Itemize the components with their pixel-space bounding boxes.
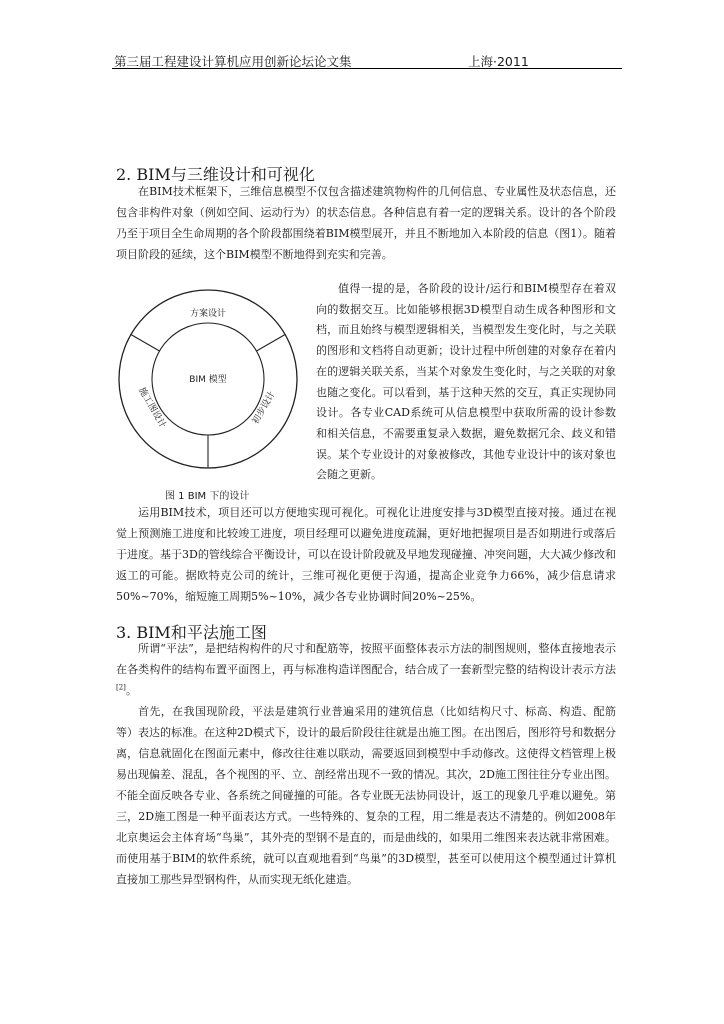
section-3-heading: 3. BIM和平法施工图 <box>116 623 267 642</box>
divider-left <box>131 335 160 352</box>
construction-drawing-label: 施工图设计 <box>136 386 168 430</box>
section-2-paragraph-1: 在BIM技术框架下，三维信息模型不仅包含描述建筑物构件的几何信息、专业属性及状态信息，还包含非构件对象（例如空间、运动行为）的状态信息。各种信息有着一定的逻辑关系。设计的各个阶段乃至于项目全生命周期的各个阶段都围绕着BIM模型展开，并且不断地加入本阶段的信息（图1）。随着项目阶段的延续，这个BIM模型不断地得到充实和完善。 <box>116 185 616 261</box>
header-rule <box>112 68 622 69</box>
bim-model-label: BIM 模型 <box>189 375 227 385</box>
section-2-heading: 2. BIM与三维设计和可视化 <box>116 165 315 184</box>
section-3-paragraph-1 <box>116 638 616 701</box>
scheme-design-label: 方案设计 <box>189 309 227 319</box>
section-2-paragraph-2: 值得一提的是，各阶段的设计/运行和BIM模型存在着双向的数据交互。比如能够根据3D模型自动生成各种图形和文档，而且始终与模型逻辑相关，当模型发生变化时，与之关联的图形和文档将自动更新；设计过程中所创建的对象存在着内在的逻辑关联关系，当某个对象发生变化时，与之关联的对象也随之变化。可以看到，基于这种天然的交互，真正实现协同设计。各专业CAD系统可从信息模型中获取所需的设计参数和相关信息，不需要重复录入数据，避免数据冗余、歧义和错误。某个专业设计的对象被修改，其他专业设计中的该对象也会随之更新。 <box>316 282 616 482</box>
section-2-paragraph-3: 运用BIM技术，项目还可以方便地实现可视化。可视化让进度安排与3D模型直接对接。通过在视觉上预测施工进度和比较竣工进度，项目经理可以避免进度疏漏，更好地把握项目是否如期进行或落后于进度。基于3D的管线综合平衡设计，可以在设计阶段就及早地发现碰撞、冲突问题，大大减少修改和返工的可能。据欧特克公司的统计，三维可视化更便于沟通，提高企业竞争力66%，减少信息请求50%~70%，缩短施工周期5%~10%，减少各专业协调时间20%~25%。 <box>116 506 616 603</box>
section-3-paragraph-2: 首先，在我国现阶段，平法是建筑行业普遍采用的建筑信息（比如结构尺寸、标高、构造、配筋等）表达的标准。在这种2D模式下，设计的最后阶段往往就是出施工图。在出图后，图形符号和数据分离，信息就固化在图面元素中，修改往往难以联动，需要返回到模型中手动修改。这使得文档管理上极易出现偏差、混乱，各个视图的平、立、剖经常出现不一致的情况。其次，2D施工图往往分专业出图。不能全面反映各专业、各系统之间碰撞的可能。各专业既无法协同设计，返工的现象几乎难以避免。第三，2D施工图是一种平面表达方式。一些特殊的、复杂的工程，用二维是表达不清楚的。例如2008年北京奥运会主体育场“鸟巢”，其外壳的型钢不是直的，而是曲线的，如果用二维图来表达就非常困难。而使用基于BIM的软件系统，就可以直观地看到“鸟巢”的3D模型，甚至可以使用这个模型通过计算机直接加工那些异型钢构件，从而实现无纸化建造。 <box>116 705 616 886</box>
citation-reference: [2] <box>116 683 126 692</box>
venue-year: 上海·2011 <box>468 54 529 69</box>
bim-cycle-diagram <box>112 282 312 482</box>
proceedings-title: 第三届工程建设计算机应用创新论坛论文集 <box>114 54 352 69</box>
sentence-end: 。 <box>125 684 137 697</box>
divider-right <box>257 335 286 352</box>
pingfa-definition-text: 所谓“平法”，是把结构构件的尺寸和配筋等，按照平面整体表示方法的制图规则，整体直接地表示在各类构件的结构布置平面图上，再与标准构造详图配合，结合成了一套新型完整的结构设计表示方法 <box>116 642 616 676</box>
figure-1-caption: 图 1 BIM 下的设计 <box>165 491 250 502</box>
preliminary-design-label: 初步设计 <box>250 389 278 427</box>
running-header <box>112 50 618 70</box>
